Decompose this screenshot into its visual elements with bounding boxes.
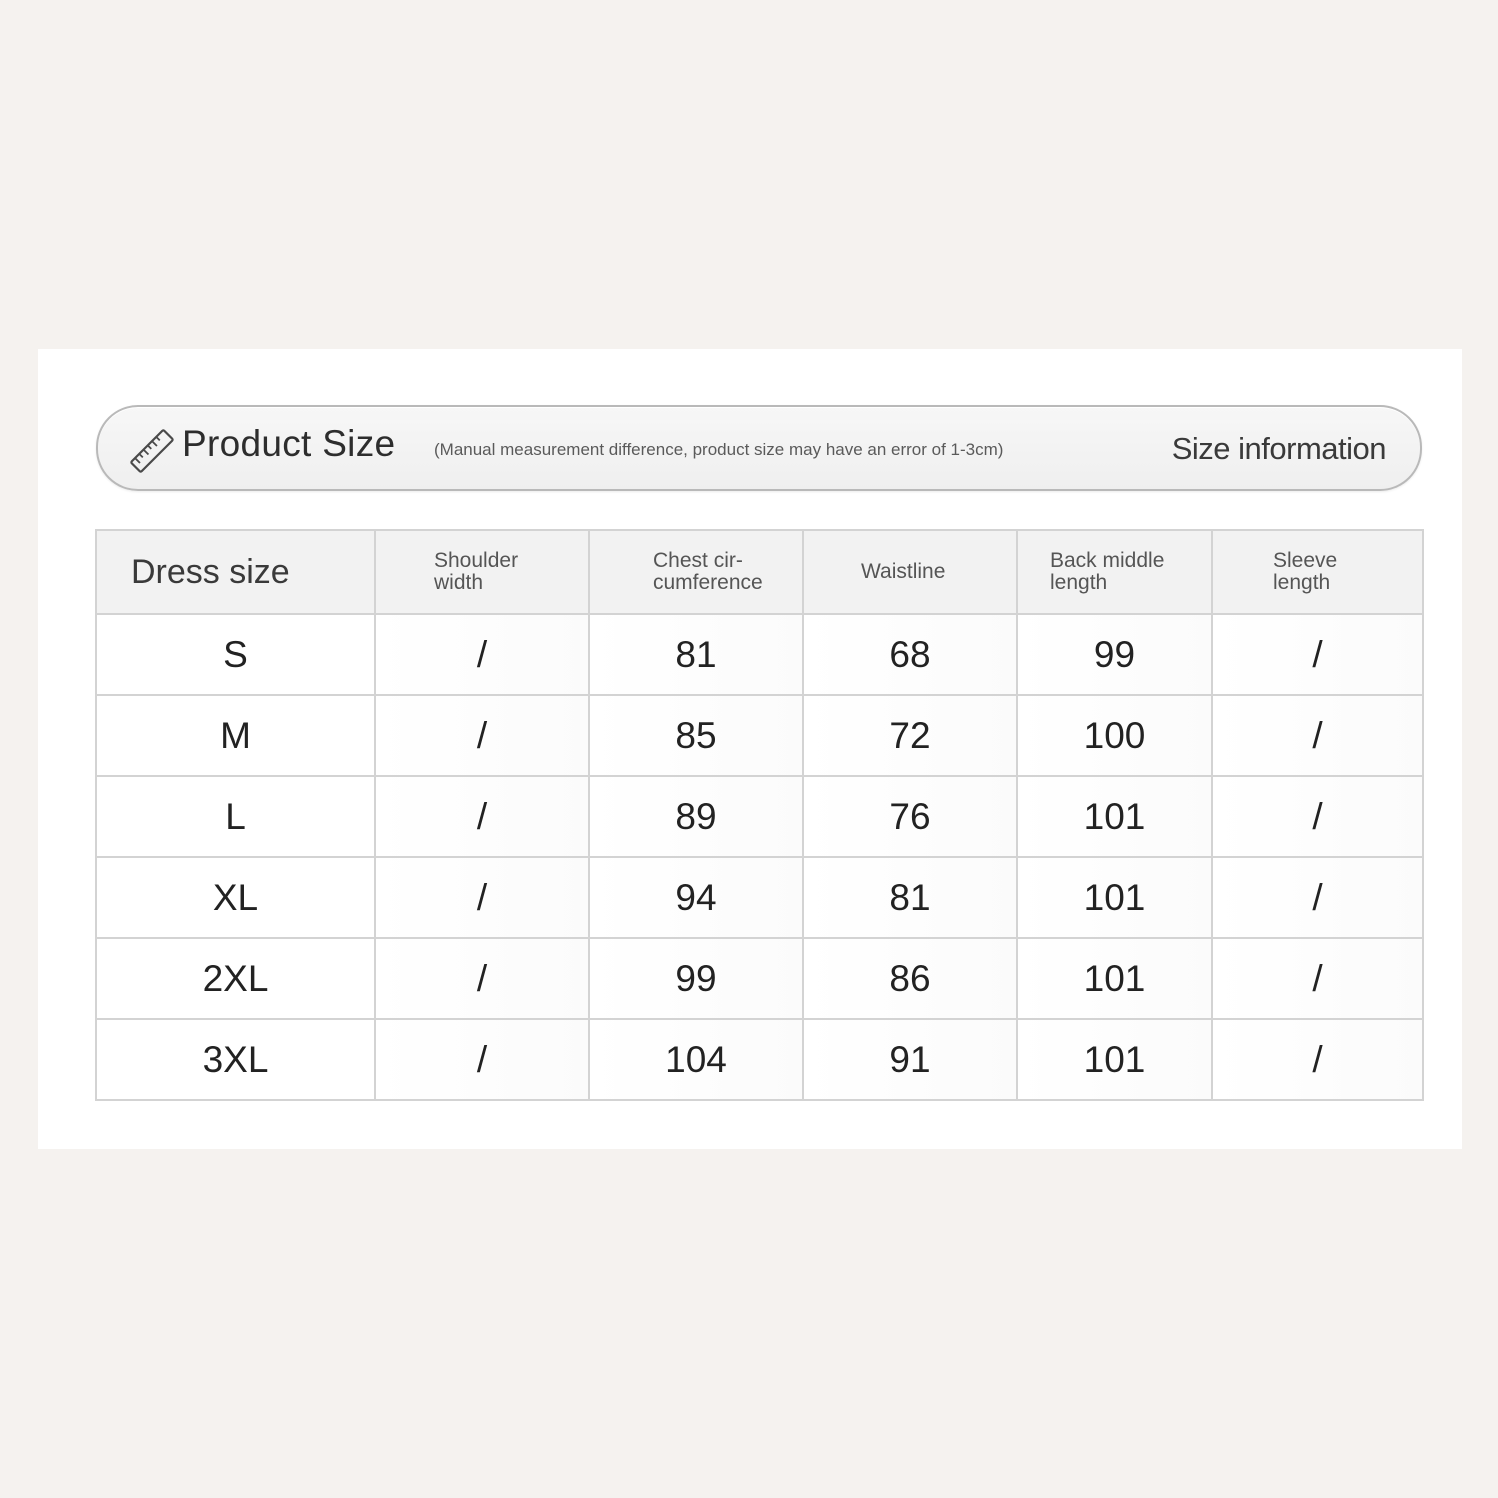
sleeve-length-cell: / [1212,938,1423,1019]
sleeve-length-cell: / [1212,776,1423,857]
size-cell: S [96,614,375,695]
chest-cell: 104 [589,1019,803,1100]
chest-cell: 81 [589,614,803,695]
chest-cell: 94 [589,857,803,938]
header-label-line: Waistline [861,560,946,583]
table-header-row [96,530,1423,614]
shoulder-width-cell: / [375,857,589,938]
header-label-line: Sleeve [1273,549,1338,572]
chest-cell: 89 [589,776,803,857]
size-table [95,529,1424,1101]
back-length-cell: 100 [1017,695,1212,776]
size-cell: L [96,776,375,857]
header-label-line: cumference [653,571,763,594]
waistline-cell: 81 [803,857,1017,938]
ruler-icon [126,425,178,477]
header-label-line: length [1273,571,1331,594]
waistline-cell: 68 [803,614,1017,695]
table-row [96,614,1423,695]
table-body [96,614,1423,1100]
measurement-note: (Manual measurement difference, product size may have an error of 1-3cm) [434,440,1004,459]
product-size-banner [96,405,1422,491]
size-cell: 3XL [96,1019,375,1100]
header-chest-circumference [589,530,803,614]
header-label-line: Dress size [131,553,290,591]
size-cell: XL [96,857,375,938]
table-row [96,938,1423,1019]
header-label-line: Chest cir- [653,549,743,572]
sleeve-length-cell: / [1212,614,1423,695]
size-cell: M [96,695,375,776]
waistline-cell: 91 [803,1019,1017,1100]
header-dress-size [96,530,375,614]
chest-cell: 99 [589,938,803,1019]
back-length-cell: 99 [1017,614,1212,695]
waistline-cell: 72 [803,695,1017,776]
shoulder-width-cell: / [375,938,589,1019]
header-label-line: Back middle [1050,549,1165,572]
back-length-cell: 101 [1017,776,1212,857]
waistline-cell: 76 [803,776,1017,857]
header-sleeve-length [1212,530,1423,614]
shoulder-width-cell: / [375,614,589,695]
back-length-cell: 101 [1017,938,1212,1019]
header-label-line: width [434,571,484,594]
header-waistline [803,530,1017,614]
header-label-line: length [1050,571,1108,594]
back-length-cell: 101 [1017,1019,1212,1100]
table-row [96,1019,1423,1100]
sleeve-length-cell: / [1212,695,1423,776]
header-shoulder-width [375,530,589,614]
size-cell: 2XL [96,938,375,1019]
back-length-cell: 101 [1017,857,1212,938]
table-row [96,857,1423,938]
header-back-middle-length [1017,530,1212,614]
table-row [96,776,1423,857]
sleeve-length-cell: / [1212,1019,1423,1100]
header-label-line: Shoulder [434,549,519,572]
size-chart-card [38,349,1462,1149]
sleeve-length-cell: / [1212,857,1423,938]
product-size-title: Product Size [182,423,396,464]
chest-cell: 85 [589,695,803,776]
size-information-label: Size information [1171,431,1386,466]
shoulder-width-cell: / [375,776,589,857]
shoulder-width-cell: / [375,695,589,776]
table-row [96,695,1423,776]
shoulder-width-cell: / [375,1019,589,1100]
waistline-cell: 86 [803,938,1017,1019]
